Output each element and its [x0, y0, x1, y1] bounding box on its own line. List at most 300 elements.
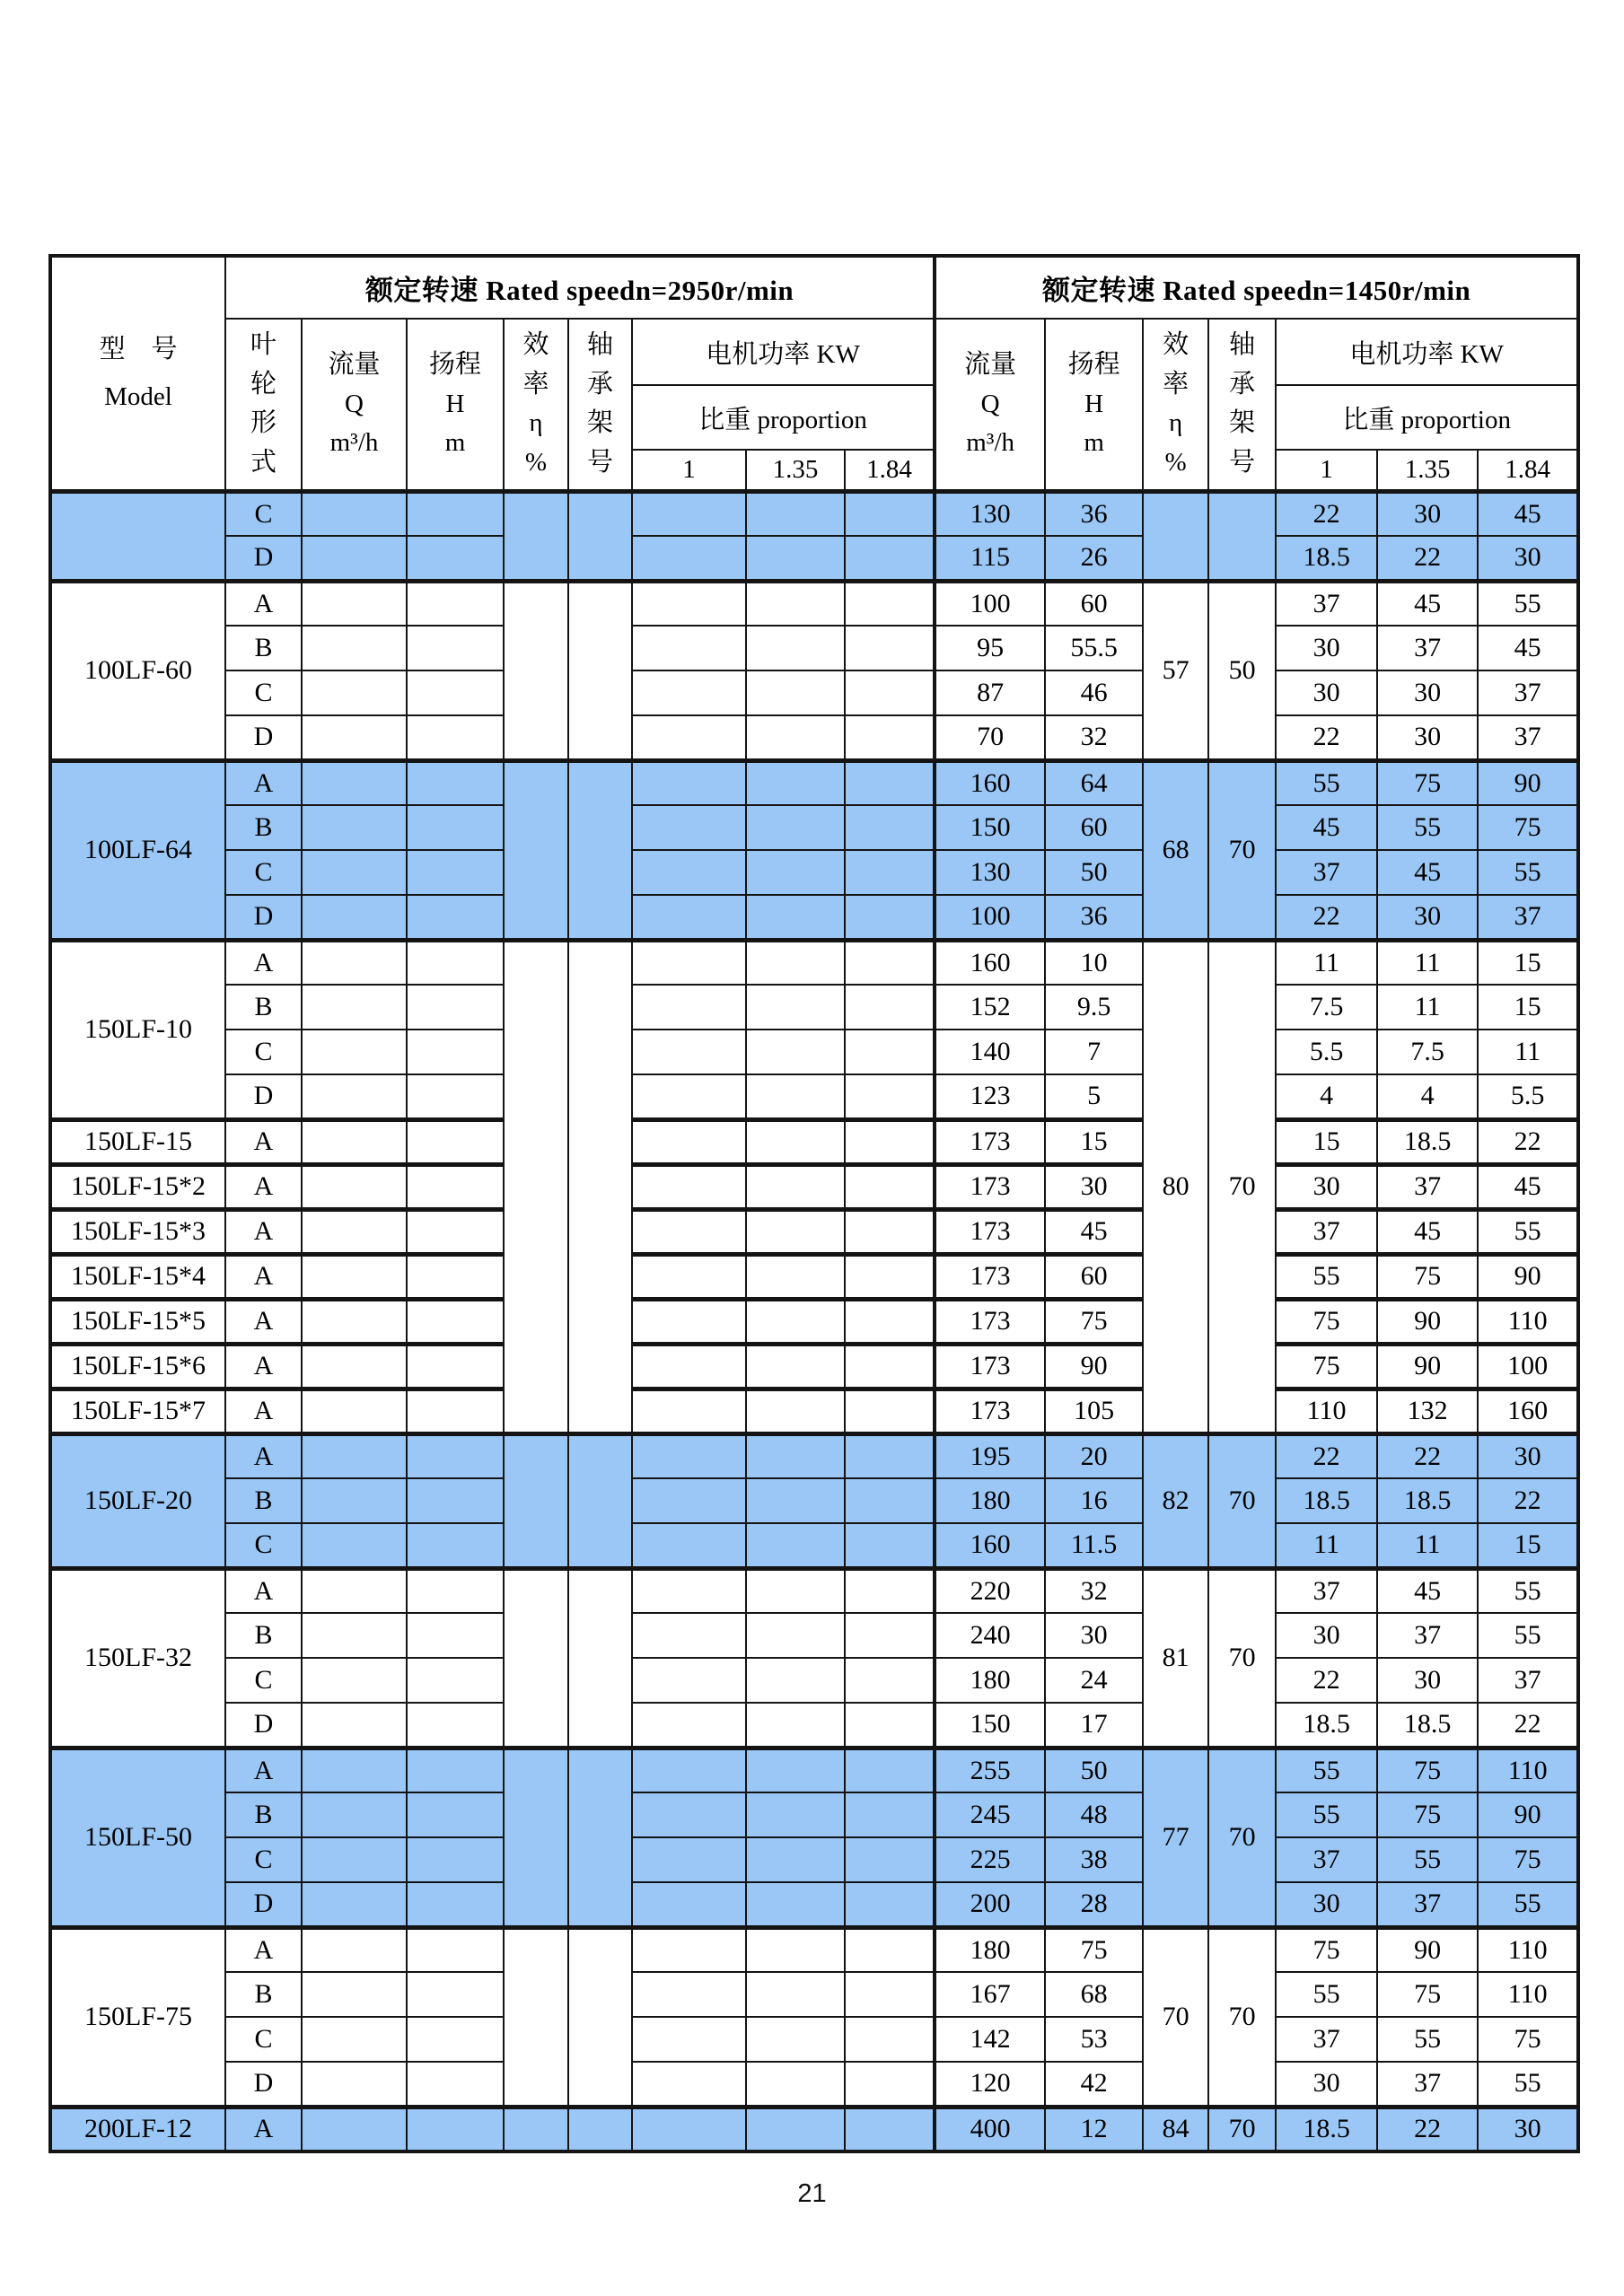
head-1450-cell: 30 [1045, 1164, 1143, 1209]
head-2950-cell [407, 1299, 504, 1344]
model-cell: 150LF-15*4 [50, 1254, 225, 1299]
power-ratio184-1450-cell: 45 [1478, 626, 1578, 670]
power-ratio184-2950-cell [845, 1568, 935, 1613]
power-ratio1-1450-cell: 37 [1276, 1209, 1377, 1254]
power-ratio135-1450-cell: 30 [1377, 895, 1478, 940]
head-1450-cell: 42 [1045, 2062, 1143, 2107]
head-header-2950 [407, 319, 504, 491]
flow-1450-cell: 245 [935, 1792, 1045, 1837]
spec-row [50, 1164, 1578, 1209]
power-ratio135-1450-cell: 90 [1377, 1344, 1478, 1389]
head-2950-cell [407, 940, 504, 985]
flow-1450-cell: 140 [935, 1030, 1045, 1074]
power-ratio135-2950-cell [746, 2017, 845, 2062]
head-1450-cell: 15 [1045, 1119, 1143, 1164]
head-2950-cell [407, 1748, 504, 1792]
head-header-zh: 扬程 [1067, 350, 1120, 379]
power-ratio135-1450-cell: 30 [1377, 670, 1478, 715]
power-ratio184-1450-cell: 5.5 [1478, 1074, 1578, 1119]
power-ratio135-1450-cell: 90 [1377, 1299, 1478, 1344]
power-ratio1-2950-cell [632, 581, 746, 626]
spec-row [50, 1030, 1578, 1074]
power-ratio1-2950-cell [632, 1030, 746, 1074]
impeller-type-cell: B [225, 1972, 302, 2017]
head-1450-cell: 50 [1045, 850, 1143, 895]
impeller-type-cell: A [225, 1433, 302, 1478]
spec-row [50, 1344, 1578, 1389]
power-ratio184-1450-cell: 22 [1478, 1119, 1578, 1164]
spec-row [50, 1703, 1578, 1748]
head-1450-cell: 26 [1045, 536, 1143, 581]
efficiency-1450-cell [1143, 491, 1208, 581]
power-ratio184-1450-cell: 160 [1478, 1389, 1578, 1433]
head-header-unit: m [444, 428, 466, 457]
spec-row [50, 760, 1578, 805]
power-ratio1-1450-cell: 15 [1276, 1119, 1377, 1164]
power-ratio135-2950-cell [746, 1927, 845, 1972]
flow-2950-cell [302, 1389, 407, 1433]
impeller-type-cell: A [225, 1254, 302, 1299]
power-ratio1-1450-cell: 22 [1276, 895, 1377, 940]
power-ratio135-2950-cell [746, 1478, 845, 1523]
impeller-type-cell: B [225, 1792, 302, 1837]
head-1450-cell: 20 [1045, 1433, 1143, 1478]
power-ratio184-1450-cell: 55 [1478, 850, 1578, 895]
head-1450-cell: 105 [1045, 1389, 1143, 1433]
head-header-symbol: H [445, 389, 465, 418]
head-1450-cell: 28 [1045, 1882, 1143, 1927]
power-ratio1-2950-cell [632, 1927, 746, 1972]
power-ratio1-2950-cell [632, 1433, 746, 1478]
impeller-type-cell: B [225, 626, 302, 670]
power-ratio135-2950-cell [746, 581, 845, 626]
bearing-1450-cell: 70 [1208, 1748, 1276, 1927]
efficiency-header-line: 效 [1163, 330, 1189, 360]
efficiency-2950-cell [504, 1927, 568, 2107]
flow-1450-cell: 180 [935, 1927, 1045, 1972]
head-2950-cell [407, 985, 504, 1030]
bearing-2950-cell [568, 491, 632, 581]
efficiency-header-1450 [1143, 319, 1208, 491]
spec-row [50, 1523, 1578, 1568]
spec-row [50, 1837, 1578, 1882]
efficiency-1450-cell: 80 [1143, 940, 1208, 1433]
column-header-row [50, 319, 1578, 385]
power-ratio184-1450-cell: 45 [1478, 491, 1578, 536]
impeller-type-cell: A [225, 1748, 302, 1792]
bearing-header-line: 号 [586, 447, 613, 477]
power-ratio135-1450-cell: 18.5 [1377, 1119, 1478, 1164]
flow-2950-cell [302, 1119, 407, 1164]
power-ratio135-2950-cell [746, 1837, 845, 1882]
head-1450-cell: 50 [1045, 1748, 1143, 1792]
model-cell: 150LF-15*3 [50, 1209, 225, 1254]
flow-1450-cell: 173 [935, 1119, 1045, 1164]
power-ratio184-1450-cell: 45 [1478, 1164, 1578, 1209]
efficiency-1450-cell: 68 [1143, 760, 1208, 940]
impeller-type-cell: D [225, 2062, 302, 2107]
impeller-type-cell: A [225, 760, 302, 805]
head-1450-cell: 7 [1045, 1030, 1143, 1074]
power-ratio184-2950-cell [845, 940, 935, 985]
power-ratio1-1450-cell: 45 [1276, 805, 1377, 850]
flow-1450-cell: 100 [935, 895, 1045, 940]
pump-spec-table [48, 254, 1580, 2153]
impeller-type-cell: A [225, 940, 302, 985]
head-2950-cell [407, 2062, 504, 2107]
power-ratio184-2950-cell [845, 536, 935, 581]
bearing-header-line: 承 [1229, 369, 1256, 399]
bearing-header-line: 号 [1229, 447, 1256, 477]
impeller-type-cell: A [225, 1344, 302, 1389]
impeller-type-cell: C [225, 1658, 302, 1703]
power-ratio135-2950-cell [746, 1658, 845, 1703]
power-ratio184-1450-cell: 55 [1478, 1613, 1578, 1658]
spec-row [50, 1792, 1578, 1837]
power-ratio184-1450-cell: 110 [1478, 1748, 1578, 1792]
power-ratio135-1450-cell: 11 [1377, 1523, 1478, 1568]
power-ratio1-2950-cell [632, 805, 746, 850]
head-2950-cell [407, 1254, 504, 1299]
power-ratio1-2950-cell [632, 2062, 746, 2107]
head-2950-cell [407, 715, 504, 760]
power-ratio184-2950-cell [845, 805, 935, 850]
spec-row [50, 1254, 1578, 1299]
power-ratio184-1450-cell: 55 [1478, 1209, 1578, 1254]
power-ratio184-1450-cell: 55 [1478, 581, 1578, 626]
power-ratio184-2950-cell [845, 1792, 935, 1837]
proportion-header-2950: 比重 proportion [632, 385, 935, 450]
efficiency-1450-cell: 81 [1143, 1568, 1208, 1748]
bearing-1450-cell: 70 [1208, 760, 1276, 940]
power-ratio1-1450-cell: 5.5 [1276, 1030, 1377, 1074]
power-ratio135-1450-cell: 30 [1377, 715, 1478, 760]
model-cell: 100LF-60 [50, 581, 225, 760]
flow-header-zh: 流量 [328, 350, 381, 379]
model-cell: 150LF-15*5 [50, 1299, 225, 1344]
bearing-header-line: 轴 [586, 330, 613, 360]
power-ratio135-1450-cell: 22 [1377, 2107, 1478, 2151]
flow-1450-cell: 130 [935, 491, 1045, 536]
flow-header-unit: m³/h [329, 428, 379, 457]
power-ratio184-2950-cell [845, 626, 935, 670]
power-ratio135-2950-cell [746, 940, 845, 985]
flow-2950-cell [302, 1703, 407, 1748]
impeller-header-line: 轮 [250, 369, 277, 399]
power-ratio1-1450-cell: 55 [1276, 1792, 1377, 1837]
flow-2950-cell [302, 985, 407, 1030]
power-ratio135-1450-cell: 37 [1377, 1164, 1478, 1209]
head-header-zh: 扬程 [428, 350, 481, 379]
power-ratio184-2950-cell [845, 2017, 935, 2062]
bearing-header-line: 轴 [1229, 330, 1256, 360]
flow-1450-cell: 240 [935, 1613, 1045, 1658]
head-2950-cell [407, 670, 504, 715]
power-ratio135-1450-cell: 37 [1377, 1882, 1478, 1927]
power-ratio135-1450-cell: 11 [1377, 985, 1478, 1030]
head-2950-cell [407, 1972, 504, 2017]
power-ratio135-1450-cell: 22 [1377, 1433, 1478, 1478]
head-1450-cell: 36 [1045, 895, 1143, 940]
power-ratio135-2950-cell [746, 1523, 845, 1568]
model-cell: 150LF-75 [50, 1927, 225, 2107]
model-header-en: Model [104, 381, 172, 411]
power-ratio184-2950-cell [845, 1433, 935, 1478]
impeller-type-cell: D [225, 895, 302, 940]
power-ratio184-1450-cell: 90 [1478, 760, 1578, 805]
head-2950-cell [407, 1837, 504, 1882]
power-ratio1-1450-cell: 4 [1276, 1074, 1377, 1119]
head-1450-cell: 9.5 [1045, 985, 1143, 1030]
flow-1450-cell: 173 [935, 1344, 1045, 1389]
spec-row [50, 1613, 1578, 1658]
power-ratio135-2950-cell [746, 2107, 845, 2151]
bearing-1450-cell: 70 [1208, 1568, 1276, 1748]
power-ratio135-1450-cell: 45 [1377, 1568, 1478, 1613]
power-ratio1-2950-cell [632, 985, 746, 1030]
power-ratio184-1450-cell: 110 [1478, 1972, 1578, 2017]
power-ratio135-1450-cell: 75 [1377, 1792, 1478, 1837]
power-ratio184-2950-cell [845, 1254, 935, 1299]
flow-2950-cell [302, 850, 407, 895]
flow-2950-cell [302, 1254, 407, 1299]
head-1450-cell: 75 [1045, 1299, 1143, 1344]
power-ratio1-2950-cell [632, 670, 746, 715]
head-2950-cell [407, 626, 504, 670]
spec-row [50, 1972, 1578, 2017]
power-ratio1-1450-cell: 37 [1276, 850, 1377, 895]
spec-row [50, 1927, 1578, 1972]
power-ratio184-1450-cell: 90 [1478, 1792, 1578, 1837]
head-2950-cell [407, 1389, 504, 1433]
power-ratio135-2950-cell [746, 1433, 845, 1478]
flow-1450-cell: 220 [935, 1568, 1045, 1613]
power-ratio1-1450-cell: 30 [1276, 1164, 1377, 1209]
head-1450-cell: 5 [1045, 1074, 1143, 1119]
head-1450-cell: 32 [1045, 1568, 1143, 1613]
spec-row [50, 1299, 1578, 1344]
efficiency-header-line: 率 [522, 369, 549, 399]
spec-row [50, 2017, 1578, 2062]
impeller-type-cell: C [225, 670, 302, 715]
head-2950-cell [407, 895, 504, 940]
head-2950-cell [407, 760, 504, 805]
flow-2950-cell [302, 1748, 407, 1792]
power-ratio135-1450-cell: 37 [1377, 1613, 1478, 1658]
power-ratio1-2950-cell [632, 626, 746, 670]
power-ratio184-2950-cell [845, 1523, 935, 1568]
power-ratio1-1450-cell: 75 [1276, 1927, 1377, 1972]
ratio-header-184-2950: 1.84 [845, 450, 935, 491]
head-1450-cell: 46 [1045, 670, 1143, 715]
power-ratio184-2950-cell [845, 581, 935, 626]
power-ratio184-1450-cell: 100 [1478, 1344, 1578, 1389]
power-ratio1-2950-cell [632, 2107, 746, 2151]
spec-table-body [50, 491, 1578, 2151]
impeller-type-cell: A [225, 1927, 302, 1972]
flow-1450-cell: 160 [935, 760, 1045, 805]
head-1450-cell: 68 [1045, 1972, 1143, 2017]
bearing-2950-cell [568, 2107, 632, 2151]
power-ratio184-2950-cell [845, 985, 935, 1030]
power-ratio1-1450-cell: 22 [1276, 491, 1377, 536]
efficiency-1450-cell: 57 [1143, 581, 1208, 760]
bearing-2950-cell [568, 581, 632, 760]
flow-2950-cell [302, 1209, 407, 1254]
impeller-type-cell: C [225, 1837, 302, 1882]
bearing-2950-cell [568, 1748, 632, 1927]
head-1450-cell: 17 [1045, 1703, 1143, 1748]
power-ratio135-2950-cell [746, 1119, 845, 1164]
power-ratio1-2950-cell [632, 1389, 746, 1433]
flow-1450-cell: 173 [935, 1254, 1045, 1299]
power-ratio1-1450-cell: 75 [1276, 1299, 1377, 1344]
head-1450-cell: 10 [1045, 940, 1143, 985]
flow-1450-cell: 150 [935, 805, 1045, 850]
power-ratio1-2950-cell [632, 940, 746, 985]
bearing-2950-cell [568, 1568, 632, 1748]
motor-power-header-1450: 电机功率 KW [1276, 319, 1578, 385]
power-ratio135-1450-cell: 55 [1377, 805, 1478, 850]
head-header-unit: m [1084, 428, 1104, 457]
flow-2950-cell [302, 1164, 407, 1209]
flow-1450-cell: 200 [935, 1882, 1045, 1927]
head-2950-cell [407, 1658, 504, 1703]
flow-2950-cell [302, 715, 407, 760]
power-ratio1-1450-cell: 37 [1276, 1568, 1377, 1613]
head-2950-cell [407, 1030, 504, 1074]
efficiency-1450-cell: 70 [1143, 1927, 1208, 2107]
head-2950-cell [407, 1433, 504, 1478]
power-ratio135-2950-cell [746, 491, 845, 536]
power-ratio184-1450-cell: 55 [1478, 1568, 1578, 1613]
flow-1450-cell: 142 [935, 2017, 1045, 2062]
head-1450-cell: 90 [1045, 1344, 1143, 1389]
power-ratio135-2950-cell [746, 670, 845, 715]
flow-header-unit: m³/h [966, 428, 1015, 457]
head-2950-cell [407, 1927, 504, 1972]
ratio-header-135-1450: 1.35 [1377, 450, 1478, 491]
ratio-header-135-2950: 1.35 [746, 450, 845, 491]
ratio-header-1-2950: 1 [632, 450, 746, 491]
power-ratio1-1450-cell: 22 [1276, 1658, 1377, 1703]
power-ratio1-1450-cell: 55 [1276, 760, 1377, 805]
head-2950-cell [407, 491, 504, 536]
power-ratio184-1450-cell: 55 [1478, 1882, 1578, 1927]
power-ratio184-2950-cell [845, 1119, 935, 1164]
power-ratio184-1450-cell: 75 [1478, 2017, 1578, 2062]
power-ratio184-1450-cell: 15 [1478, 1523, 1578, 1568]
power-ratio135-2950-cell [746, 1344, 845, 1389]
flow-1450-cell: 120 [935, 2062, 1045, 2107]
efficiency-header-line: 率 [1163, 369, 1189, 399]
bearing-1450-cell: 70 [1208, 1433, 1276, 1568]
impeller-type-cell: C [225, 850, 302, 895]
power-ratio1-2950-cell [632, 491, 746, 536]
proportion-header-1450: 比重 proportion [1276, 385, 1578, 450]
flow-2950-cell [302, 491, 407, 536]
efficiency-2950-cell [504, 1748, 568, 1927]
impeller-type-cell: D [225, 536, 302, 581]
impeller-type-cell: A [225, 1568, 302, 1613]
head-1450-cell: 60 [1045, 581, 1143, 626]
flow-2950-cell [302, 805, 407, 850]
bearing-2950-cell [568, 940, 632, 1433]
flow-header-1450 [935, 319, 1045, 491]
impeller-type-cell: A [225, 1119, 302, 1164]
power-ratio184-2950-cell [845, 760, 935, 805]
model-cell: 100LF-64 [50, 760, 225, 940]
flow-1450-cell: 100 [935, 581, 1045, 626]
power-ratio184-1450-cell: 37 [1478, 1658, 1578, 1703]
power-ratio1-1450-cell: 37 [1276, 2017, 1377, 2062]
power-ratio1-1450-cell: 30 [1276, 1613, 1377, 1658]
head-2950-cell [407, 536, 504, 581]
flow-2950-cell [302, 1299, 407, 1344]
power-ratio135-2950-cell [746, 1254, 845, 1299]
flow-1450-cell: 255 [935, 1748, 1045, 1792]
power-ratio135-2950-cell [746, 985, 845, 1030]
model-cell: 150LF-15 [50, 1119, 225, 1164]
bearing-1450-cell [1208, 491, 1276, 581]
power-ratio184-1450-cell: 110 [1478, 1299, 1578, 1344]
power-ratio135-1450-cell: 11 [1377, 940, 1478, 985]
power-ratio184-2950-cell [845, 2107, 935, 2151]
head-1450-cell: 75 [1045, 1927, 1143, 1972]
spec-row [50, 536, 1578, 581]
efficiency-header-line: % [1164, 447, 1187, 477]
model-cell: 150LF-15*6 [50, 1344, 225, 1389]
model-cell: 150LF-15*2 [50, 1164, 225, 1209]
speed-2950-header: 额定转速 Rated speedn=2950r/min [225, 256, 935, 319]
flow-1450-cell: 95 [935, 626, 1045, 670]
speed-header-row [50, 256, 1578, 319]
flow-2950-cell [302, 1658, 407, 1703]
efficiency-header-line: η [1169, 408, 1183, 438]
spec-row [50, 1074, 1578, 1119]
power-ratio184-2950-cell [845, 1658, 935, 1703]
model-cell: 150LF-10 [50, 940, 225, 1119]
power-ratio184-2950-cell [845, 1344, 935, 1389]
power-ratio184-2950-cell [845, 1882, 935, 1927]
power-ratio184-2950-cell [845, 670, 935, 715]
head-2950-cell [407, 1792, 504, 1837]
power-ratio135-1450-cell: 75 [1377, 1748, 1478, 1792]
spec-row [50, 626, 1578, 670]
power-ratio1-1450-cell: 55 [1276, 1972, 1377, 2017]
power-ratio135-1450-cell: 18.5 [1377, 1478, 1478, 1523]
power-ratio135-2950-cell [746, 1882, 845, 1927]
flow-2950-cell [302, 1523, 407, 1568]
head-2950-cell [407, 1882, 504, 1927]
power-ratio1-2950-cell [632, 1164, 746, 1209]
flow-2950-cell [302, 581, 407, 626]
flow-1450-cell: 152 [935, 985, 1045, 1030]
power-ratio1-2950-cell [632, 1074, 746, 1119]
bearing-2950-cell [568, 1433, 632, 1568]
head-1450-cell: 53 [1045, 2017, 1143, 2062]
impeller-type-cell: D [225, 715, 302, 760]
power-ratio184-2950-cell [845, 1837, 935, 1882]
efficiency-header-line: 效 [522, 330, 549, 360]
flow-2950-cell [302, 1972, 407, 2017]
flow-1450-cell: 173 [935, 1389, 1045, 1433]
power-ratio135-2950-cell [746, 850, 845, 895]
power-ratio135-1450-cell: 7.5 [1377, 1030, 1478, 1074]
impeller-type-cell: A [225, 1209, 302, 1254]
power-ratio1-1450-cell: 11 [1276, 1523, 1377, 1568]
ratio-header-1-1450: 1 [1276, 450, 1377, 491]
